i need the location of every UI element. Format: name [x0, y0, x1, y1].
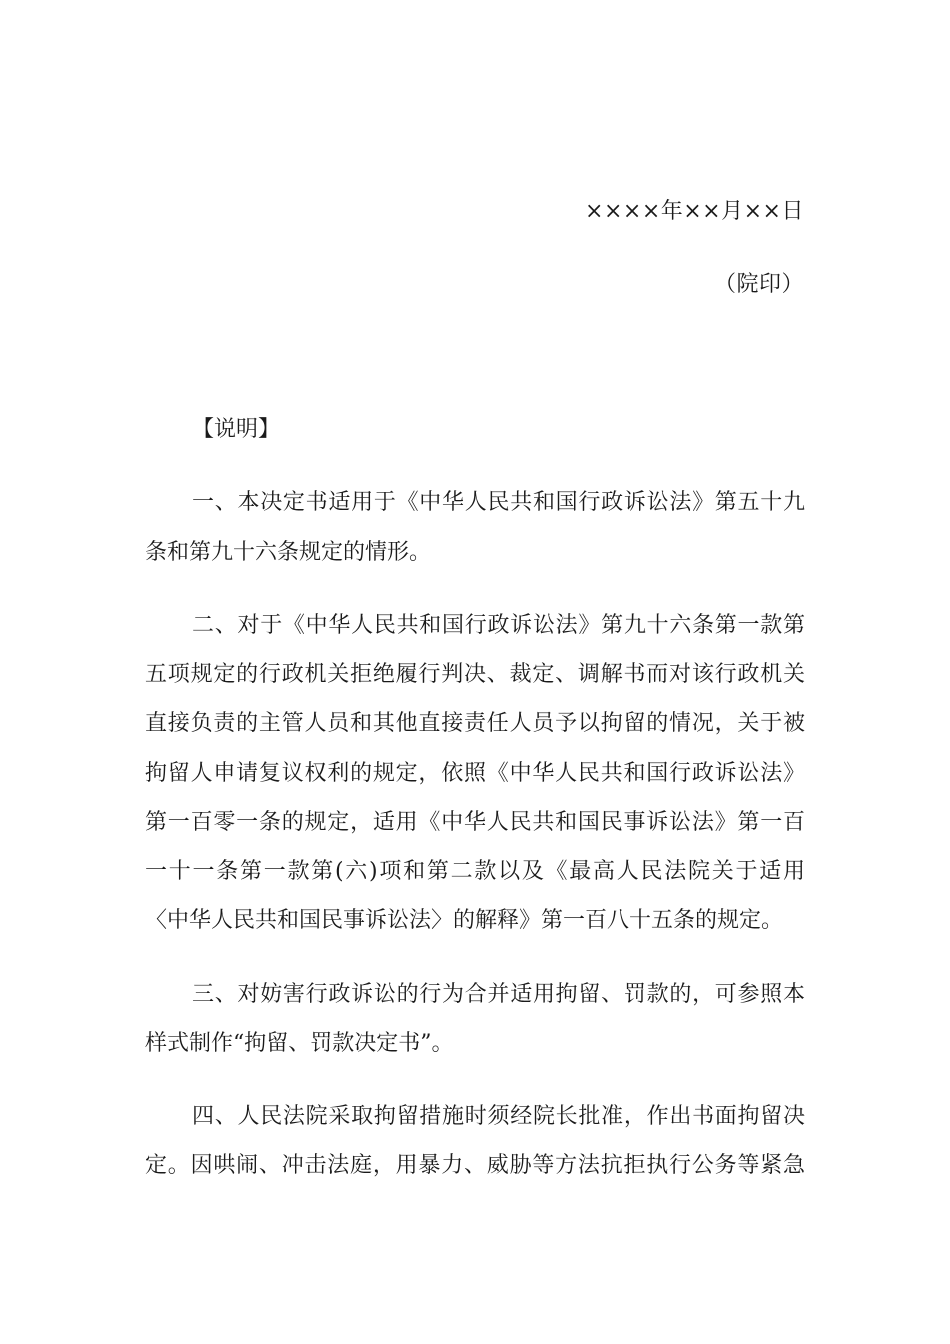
- paragraph-2-line-5: 第一百零一条的规定，适用《中华人民共和国民事诉讼法》第一百: [145, 810, 805, 835]
- paragraph-2-line-7: 〈中华人民共和国民事诉讼法〉的解释》第一百八十五条的规定。: [145, 908, 784, 933]
- paragraph-4-line-2: 定。因哄闹、冲击法庭，用暴力、威胁等方法抗拒执行公务等紧急: [145, 1153, 805, 1178]
- court-seal-label: （院印）: [713, 272, 804, 297]
- date-line: ××××年××月××日: [585, 199, 804, 224]
- paragraph-2-line-2: 五项规定的行政机关拒绝履行判决、裁定、调解书而对该行政机关: [145, 662, 805, 687]
- paragraph-2-line-1: 二、对于《中华人民共和国行政诉讼法》第九十六条第一款第: [192, 613, 805, 638]
- paragraph-1-line-1: 一、本决定书适用于《中华人民共和国行政诉讼法》第五十九: [192, 490, 805, 515]
- paragraph-1-line-2: 条和第九十六条规定的情形。: [145, 540, 432, 565]
- explanation-heading: 【说明】: [192, 417, 281, 442]
- paragraph-3-line-2: 样式制作“拘留、罚款决定书”。: [145, 1031, 454, 1056]
- paragraph-2-line-3: 直接负责的主管人员和其他直接责任人员予以拘留的情况，关于被: [145, 711, 805, 736]
- paragraph-3-line-1: 三、对妨害行政诉讼的行为合并适用拘留、罚款的，可参照本: [192, 982, 805, 1007]
- paragraph-2-line-4: 拘留人申请复议权利的规定，依照《中华人民共和国行政诉讼法》: [145, 761, 805, 786]
- paragraph-2-line-6: 一十一条第一款第(六)项和第二款以及《最高人民法院关于适用: [145, 859, 805, 884]
- paragraph-4-line-1: 四、人民法院采取拘留措施时须经院长批准，作出书面拘留决: [192, 1104, 805, 1129]
